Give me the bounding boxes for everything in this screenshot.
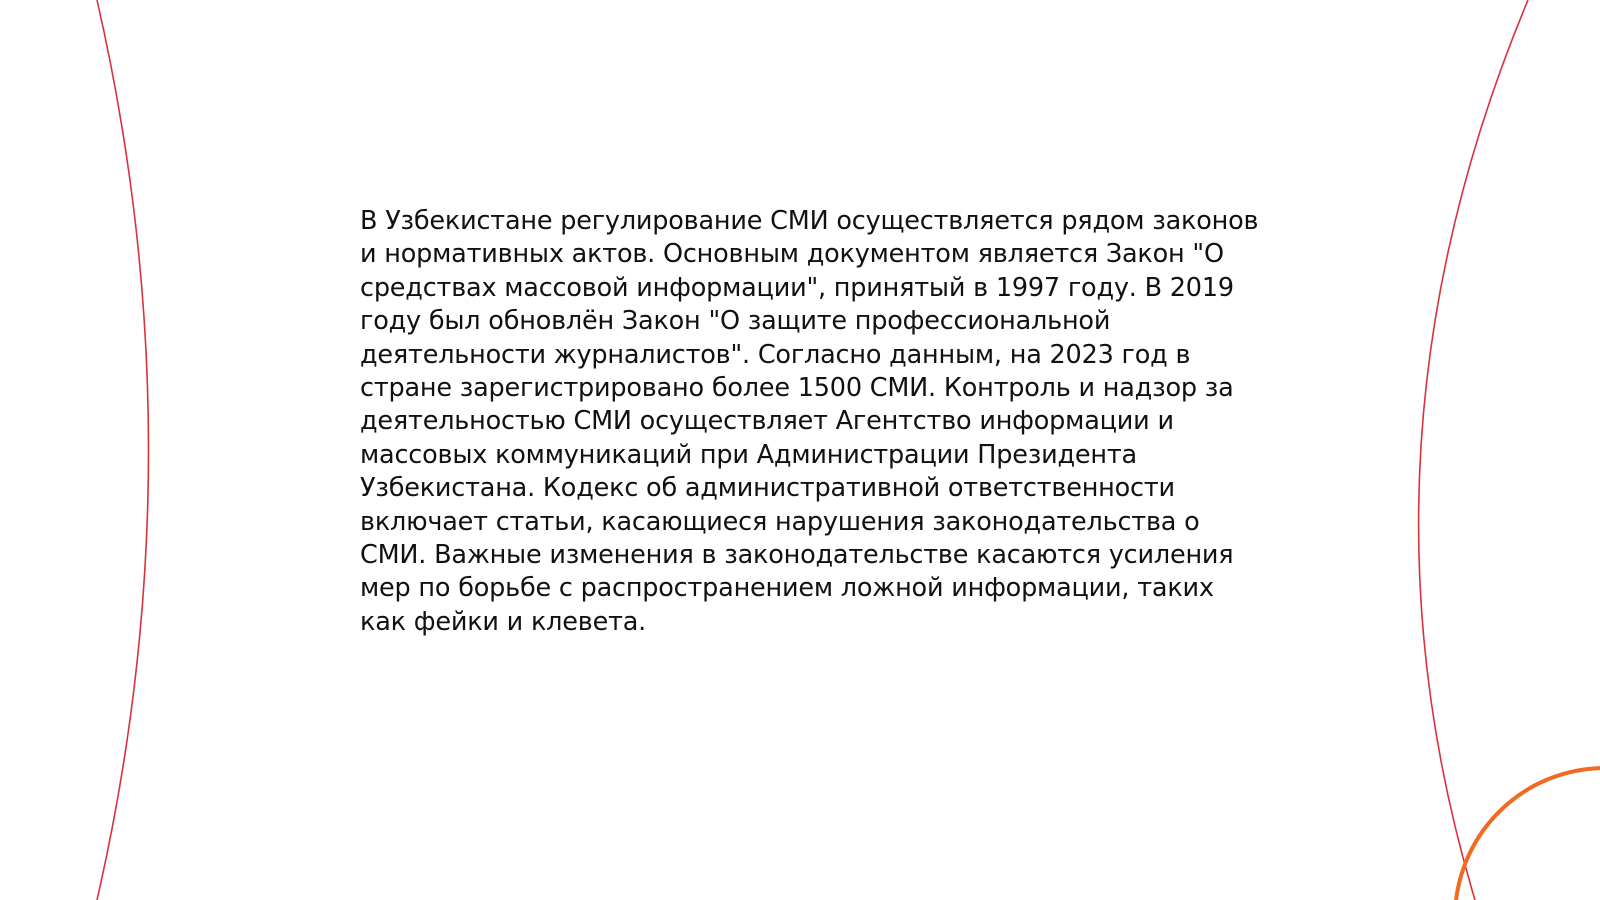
slide-body-text: В Узбекистане регулирование СМИ осуществляется рядом законов и нормативных актов. Основным документом является Закон "О средствах массовой информации", принятый в 1997 году. В 2019 году был обновлён Закон "О защите профессиональной деятельности журналистов". Согласно данным, на 2023 год в стране зарегистрировано более 1500 СМИ. Контроль и надзор за деятельностью СМИ осуществляет Агентство информации и массовых коммуникаций при Администрации Президента Узбекистана. Кодекс об административной ответственности включает статьи, касающиеся нарушения законодательства о СМИ. Важные изменения в законодательстве касаются усиления мер по борьбе с распространением ложной информации, таких как фейки и клевета. [360, 206, 1259, 637]
orange-circle-arc [1455, 768, 1600, 900]
right-curve-line [1419, 0, 1528, 900]
left-curve-line [97, 0, 149, 900]
